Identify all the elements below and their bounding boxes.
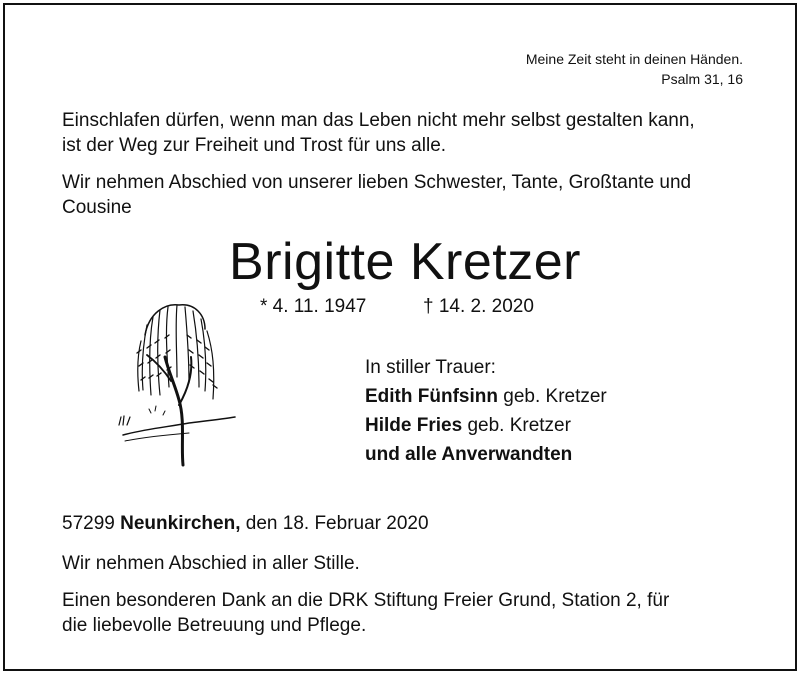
closing-line-3: die liebevolle Betreuung und Pflege. [62,615,367,636]
city: Neunkirchen, [120,513,241,534]
intro-line-4: Cousine [62,197,132,218]
closing-line-1: Wir nehmen Abschied in aller Stille. [62,553,360,574]
intro-line-2: ist der Weg zur Freiheit und Trost für uns alle. [62,135,447,156]
mourner-2 [365,411,607,440]
motto-source: Psalm 31, 16 [661,71,743,87]
mourners-block [365,353,607,469]
mourners-heading: In stiller Trauer: [365,357,496,378]
deceased-name: Brigitte Kretzer [229,233,581,291]
mourner-1-note: geb. Kretzer [503,386,607,407]
mourner-2-note: geb. Kretzer [467,415,571,436]
intro-line-1: Einschlafen dürfen, wenn man das Leben nicht mehr selbst gestalten kann, [62,110,695,131]
obituary-notice [3,3,797,671]
motto [526,49,743,89]
motto-quote: Meine Zeit steht in deinen Händen. [525,51,743,67]
birth-date: * 4. 11. 1947 [260,296,367,317]
notice-date: den 18. Februar 2020 [245,513,429,534]
place-date-line [62,511,429,536]
death-date: † 14. 2. 2020 [423,296,534,317]
mourner-1 [365,382,607,411]
zip-code: 57299 [62,513,115,534]
weeping-willow-icon [105,295,240,470]
intro-line-3: Wir nehmen Abschied von unserer lieben Schwester, Tante, Großtante und [62,172,692,193]
mourner-1-name: Edith Fünfsinn [365,386,498,407]
mourner-2-name: Hilde Fries [365,415,463,436]
mourners-others: und alle Anverwandten [365,444,573,465]
closing-line-2: Einen besonderen Dank an die DRK Stiftung Freier Grund, Station 2, für [62,590,670,611]
